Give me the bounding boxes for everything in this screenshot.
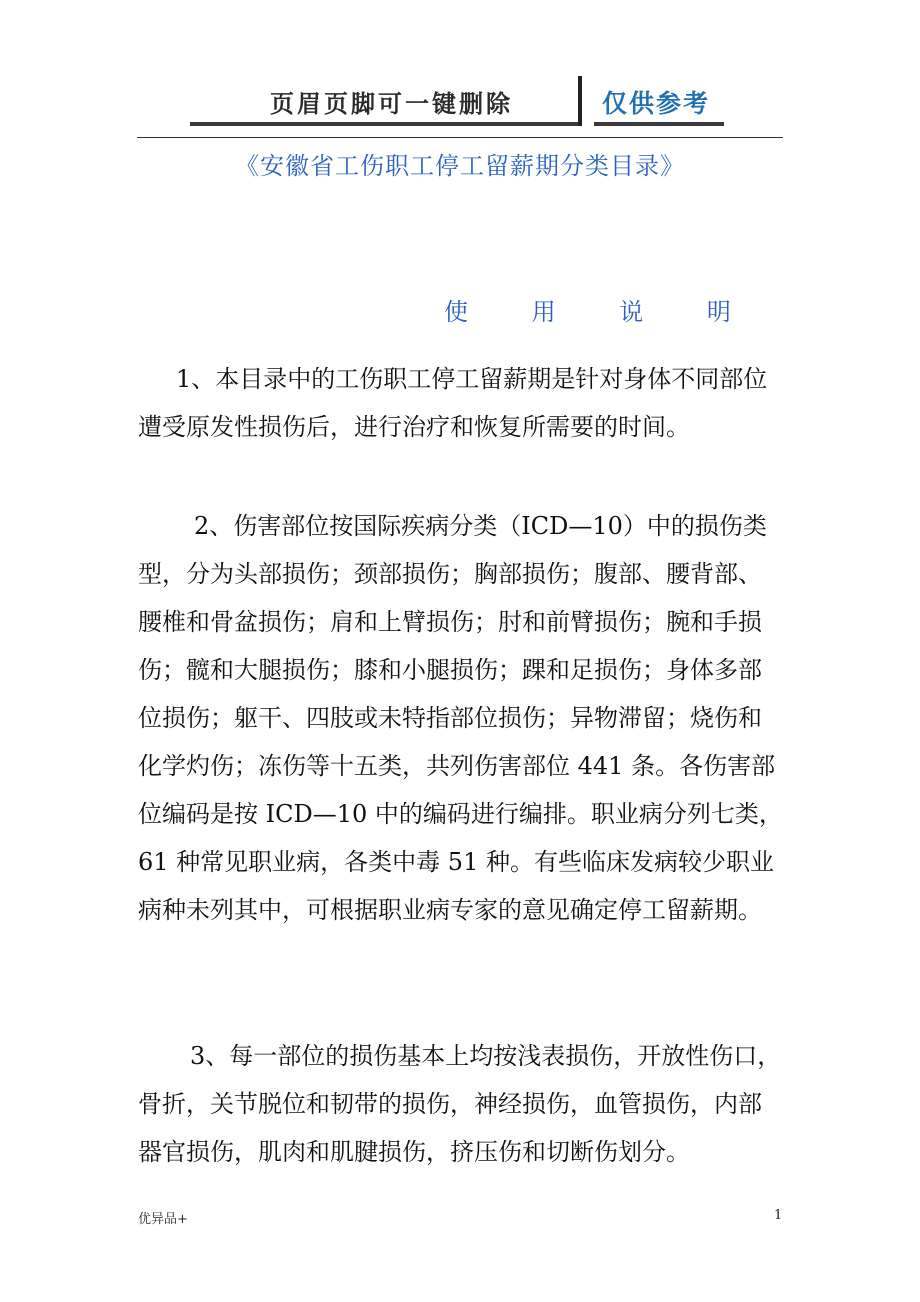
header-rule bbox=[137, 137, 783, 138]
paragraph-line: 器官损伤，肌肉和肌腱损伤，挤压伤和切断伤划分。 bbox=[138, 1138, 690, 1166]
paragraph-line: 3、每一部位的损伤基本上均按浅表损伤，开放性伤口， bbox=[190, 1042, 782, 1070]
paragraph-2 bbox=[138, 502, 786, 934]
paragraph-line: 型，分为头部损伤；颈部损伤；胸部损伤；腹部、腰背部、 bbox=[138, 560, 762, 588]
paragraph-3 bbox=[138, 1032, 786, 1176]
paragraph-line: 化学灼伤；冻伤等十五类，共列伤害部位 441 条。各伤害部 bbox=[138, 752, 776, 780]
footer-brand: 优异品+ bbox=[138, 1212, 188, 1227]
paragraph-line: 骨折，关节脱位和韧带的损伤，神经损伤，血管损伤，内部 bbox=[138, 1090, 762, 1118]
header-underline bbox=[190, 122, 578, 126]
header-delete-note: 页眉页脚可一键删除 bbox=[270, 90, 513, 118]
paragraph-line: 位损伤；躯干、四肢或未特指部位损伤；异物滞留；烧伤和 bbox=[138, 704, 762, 732]
page-number: 1 bbox=[774, 1208, 783, 1223]
paragraph-line: 腰椎和骨盆损伤；肩和上臂损伤；肘和前臂损伤；腕和手损 bbox=[138, 608, 762, 636]
paragraph-line: 位编码是按 ICD—10 中的编码进行编排。职业病分列七类， bbox=[138, 800, 783, 828]
paragraph-line: 病种未列其中，可根据职业病专家的意见确定停工留薪期。 bbox=[138, 896, 762, 924]
header-reference-label: 仅供参考 bbox=[602, 89, 711, 118]
paragraph-1 bbox=[138, 355, 786, 451]
header-divider bbox=[578, 76, 582, 126]
document-title: 《安徽省工伤职工停工留薪期分类目录》 bbox=[235, 152, 685, 180]
section-title: 使 用 说 明 bbox=[444, 298, 759, 326]
header-right-underline bbox=[594, 122, 724, 126]
paragraph-line: 伤；髋和大腿损伤；膝和小腿损伤；踝和足损伤；身体多部 bbox=[138, 656, 762, 684]
paragraph-line: 61 种常见职业病，各类中毒 51 种。有些临床发病较少职业 bbox=[138, 848, 774, 876]
paragraph-line: 遭受原发性损伤后，进行治疗和恢复所需要的时间。 bbox=[138, 413, 690, 441]
paragraph-line: 1、本目录中的工伤职工停工留薪期是针对身体不同部位 bbox=[176, 365, 768, 393]
paragraph-line: 2、伤害部位按国际疾病分类（ICD—10）中的损伤类 bbox=[194, 512, 767, 540]
